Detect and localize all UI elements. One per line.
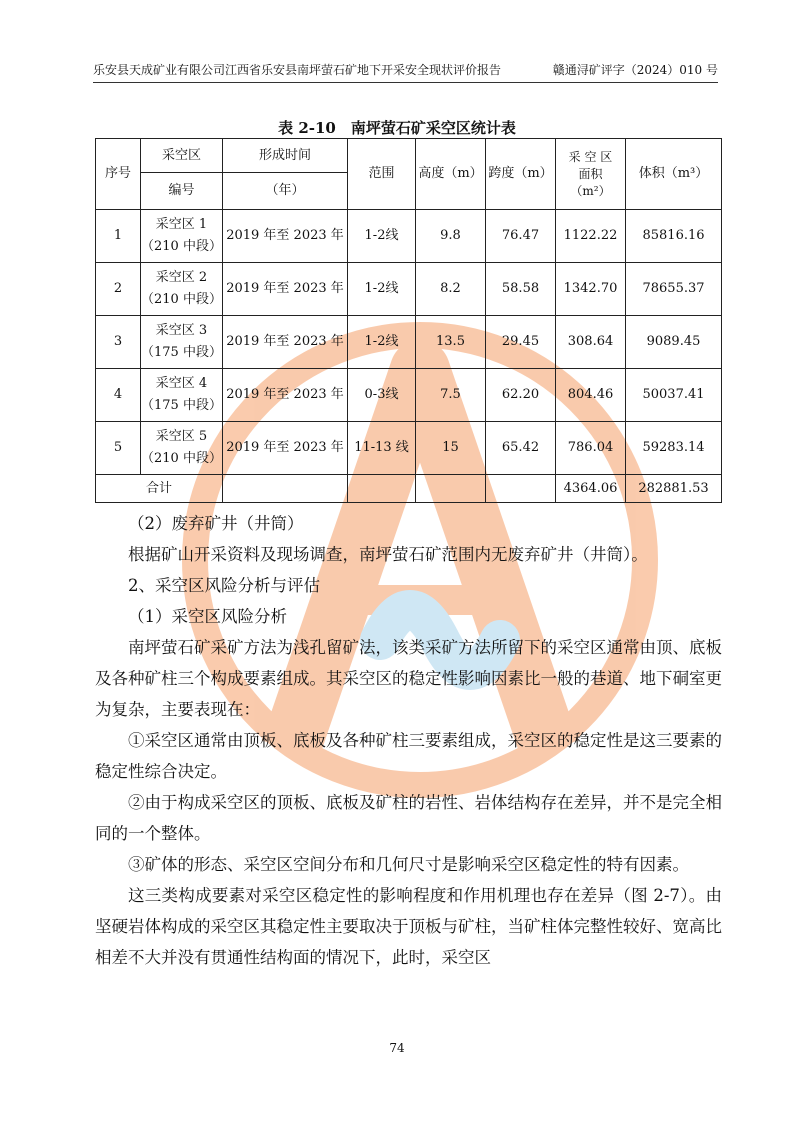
total-label: 合计 bbox=[96, 475, 223, 503]
total-empty bbox=[486, 475, 556, 503]
col-header-zone: 采空区 bbox=[141, 139, 223, 173]
cell-range: 1-2线 bbox=[348, 263, 416, 316]
cell-area: 786.04 bbox=[556, 422, 626, 475]
goaf-statistics-table bbox=[95, 138, 722, 503]
zone-name: 采空区 5 bbox=[155, 429, 208, 444]
cell-seq: 5 bbox=[96, 422, 141, 475]
cell-span: 65.42 bbox=[486, 422, 556, 475]
zone-level: （175 中段） bbox=[141, 398, 222, 413]
cell-volume: 59283.14 bbox=[626, 422, 722, 475]
zone-name: 采空区 1 bbox=[155, 217, 208, 232]
page-header bbox=[93, 56, 718, 83]
cell-height: 15 bbox=[416, 422, 486, 475]
paragraph: ①采空区通常由顶板、底板及各种矿柱三要素组成，采空区的稳定性是这三要素的稳定性综合决定。 bbox=[95, 731, 722, 781]
page-number: 74 bbox=[389, 1041, 405, 1055]
cell-seq: 2 bbox=[96, 263, 141, 316]
table-row bbox=[96, 263, 722, 316]
total-area: 4364.06 bbox=[556, 475, 626, 503]
paragraph: 南坪萤石矿采矿方法为浅孔留矿法，该类采矿方法所留下的采空区通常由顶、底板及各种矿柱三个构成要素组成。其采空区的稳定性影响因素比一般的巷道、地下硐室更为复杂，主要表现在： bbox=[95, 638, 722, 719]
cell-volume: 85816.16 bbox=[626, 210, 722, 263]
cell-seq: 3 bbox=[96, 316, 141, 369]
total-empty bbox=[416, 475, 486, 503]
cell-area: 1122.22 bbox=[556, 210, 626, 263]
cell-zone bbox=[141, 369, 223, 422]
cell-height: 8.2 bbox=[416, 263, 486, 316]
header-row bbox=[96, 139, 722, 173]
subheading-goaf-risk: （1）采空区风险分析 bbox=[128, 607, 287, 626]
paragraph: ②由于构成采空区的顶板、底板及矿柱的岩性、岩体结构存在差异，并不是完全相同的一个整体。 bbox=[95, 793, 722, 843]
cell-volume: 78655.37 bbox=[626, 263, 722, 316]
area-header-line3: （m²） bbox=[570, 183, 611, 198]
paragraph: 这三类构成要素对采空区稳定性的影响程度和作用机理也存在差异（图 2-7）。由坚硬岩体构成的采空区其稳定性主要取决于顶板与矿柱，当矿柱体完整性较好、宽高比相差不大并没有贯通性结构面的情况下，此时，采空区 bbox=[95, 886, 722, 967]
col-header-time: 形成时间 bbox=[223, 139, 348, 173]
cell-zone bbox=[141, 210, 223, 263]
total-empty bbox=[348, 475, 416, 503]
cell-time: 2019 年至 2023 年 bbox=[223, 210, 348, 263]
zone-name: 采空区 3 bbox=[155, 323, 208, 338]
cell-span: 62.20 bbox=[486, 369, 556, 422]
cell-height: 7.5 bbox=[416, 369, 486, 422]
paragraph: 根据矿山开采资料及现场调查，南坪萤石矿范围内无废弃矿井（井筒）。 bbox=[128, 545, 648, 564]
zone-level: （210 中段） bbox=[141, 451, 222, 466]
cell-zone bbox=[141, 422, 223, 475]
header-report-title: 乐安县天成矿业有限公司江西省乐安县南坪萤石矿地下开采安全现状评价报告 bbox=[93, 63, 502, 77]
cell-height: 9.8 bbox=[416, 210, 486, 263]
cell-range: 11-13 线 bbox=[348, 422, 416, 475]
cell-seq: 4 bbox=[96, 369, 141, 422]
cell-span: 58.58 bbox=[486, 263, 556, 316]
col-header-area bbox=[556, 139, 626, 210]
body-text bbox=[95, 508, 722, 973]
table-row bbox=[96, 369, 722, 422]
table-row bbox=[96, 316, 722, 369]
col-header-span: 跨度（m） bbox=[486, 139, 556, 210]
cell-range: 1-2线 bbox=[348, 316, 416, 369]
cell-zone bbox=[141, 316, 223, 369]
zone-level: （175 中段） bbox=[141, 345, 222, 360]
cell-range: 1-2线 bbox=[348, 210, 416, 263]
cell-area: 1342.70 bbox=[556, 263, 626, 316]
cell-volume: 50037.41 bbox=[626, 369, 722, 422]
col-header-volume: 体积（m³） bbox=[626, 139, 722, 210]
col-header-range: 范围 bbox=[348, 139, 416, 210]
cell-span: 29.45 bbox=[486, 316, 556, 369]
paragraph: ③矿体的形态、采空区空间分布和几何尺寸是影响采空区稳定性的特有因素。 bbox=[128, 855, 689, 874]
cell-range: 0-3线 bbox=[348, 369, 416, 422]
total-row bbox=[96, 475, 722, 503]
area-header-line2: 面积 bbox=[578, 166, 603, 181]
zone-level: （210 中段） bbox=[141, 239, 222, 254]
header-report-number: 赣通浔矿评字（2024）010 号 bbox=[552, 63, 718, 77]
cell-time: 2019 年至 2023 年 bbox=[223, 316, 348, 369]
zone-level: （210 中段） bbox=[141, 292, 222, 307]
cell-area: 804.46 bbox=[556, 369, 626, 422]
col-header-seq: 序号 bbox=[96, 139, 141, 210]
total-volume: 282881.53 bbox=[626, 475, 722, 503]
col-header-height: 高度（m） bbox=[416, 139, 486, 210]
cell-time: 2019 年至 2023 年 bbox=[223, 369, 348, 422]
subheading-abandoned-shafts: （2）废弃矿井（井筒） bbox=[128, 514, 304, 533]
col-header-time-unit: （年） bbox=[223, 173, 348, 210]
cell-area: 308.64 bbox=[556, 316, 626, 369]
table-row bbox=[96, 210, 722, 263]
table-row bbox=[96, 422, 722, 475]
col-header-zone-number: 编号 bbox=[141, 173, 223, 210]
cell-time: 2019 年至 2023 年 bbox=[223, 422, 348, 475]
zone-name: 采空区 2 bbox=[155, 270, 208, 285]
cell-seq: 1 bbox=[96, 210, 141, 263]
cell-volume: 9089.45 bbox=[626, 316, 722, 369]
area-header-line1: 采 空 区 bbox=[568, 149, 613, 164]
zone-name: 采空区 4 bbox=[155, 376, 208, 391]
cell-span: 76.47 bbox=[486, 210, 556, 263]
section-heading: 2、采空区风险分析与评估 bbox=[128, 576, 320, 595]
cell-zone bbox=[141, 263, 223, 316]
total-empty bbox=[223, 475, 348, 503]
cell-time: 2019 年至 2023 年 bbox=[223, 263, 348, 316]
cell-height: 13.5 bbox=[416, 316, 486, 369]
table-caption: 表 2-10 南坪萤石矿采空区统计表 bbox=[278, 119, 516, 137]
